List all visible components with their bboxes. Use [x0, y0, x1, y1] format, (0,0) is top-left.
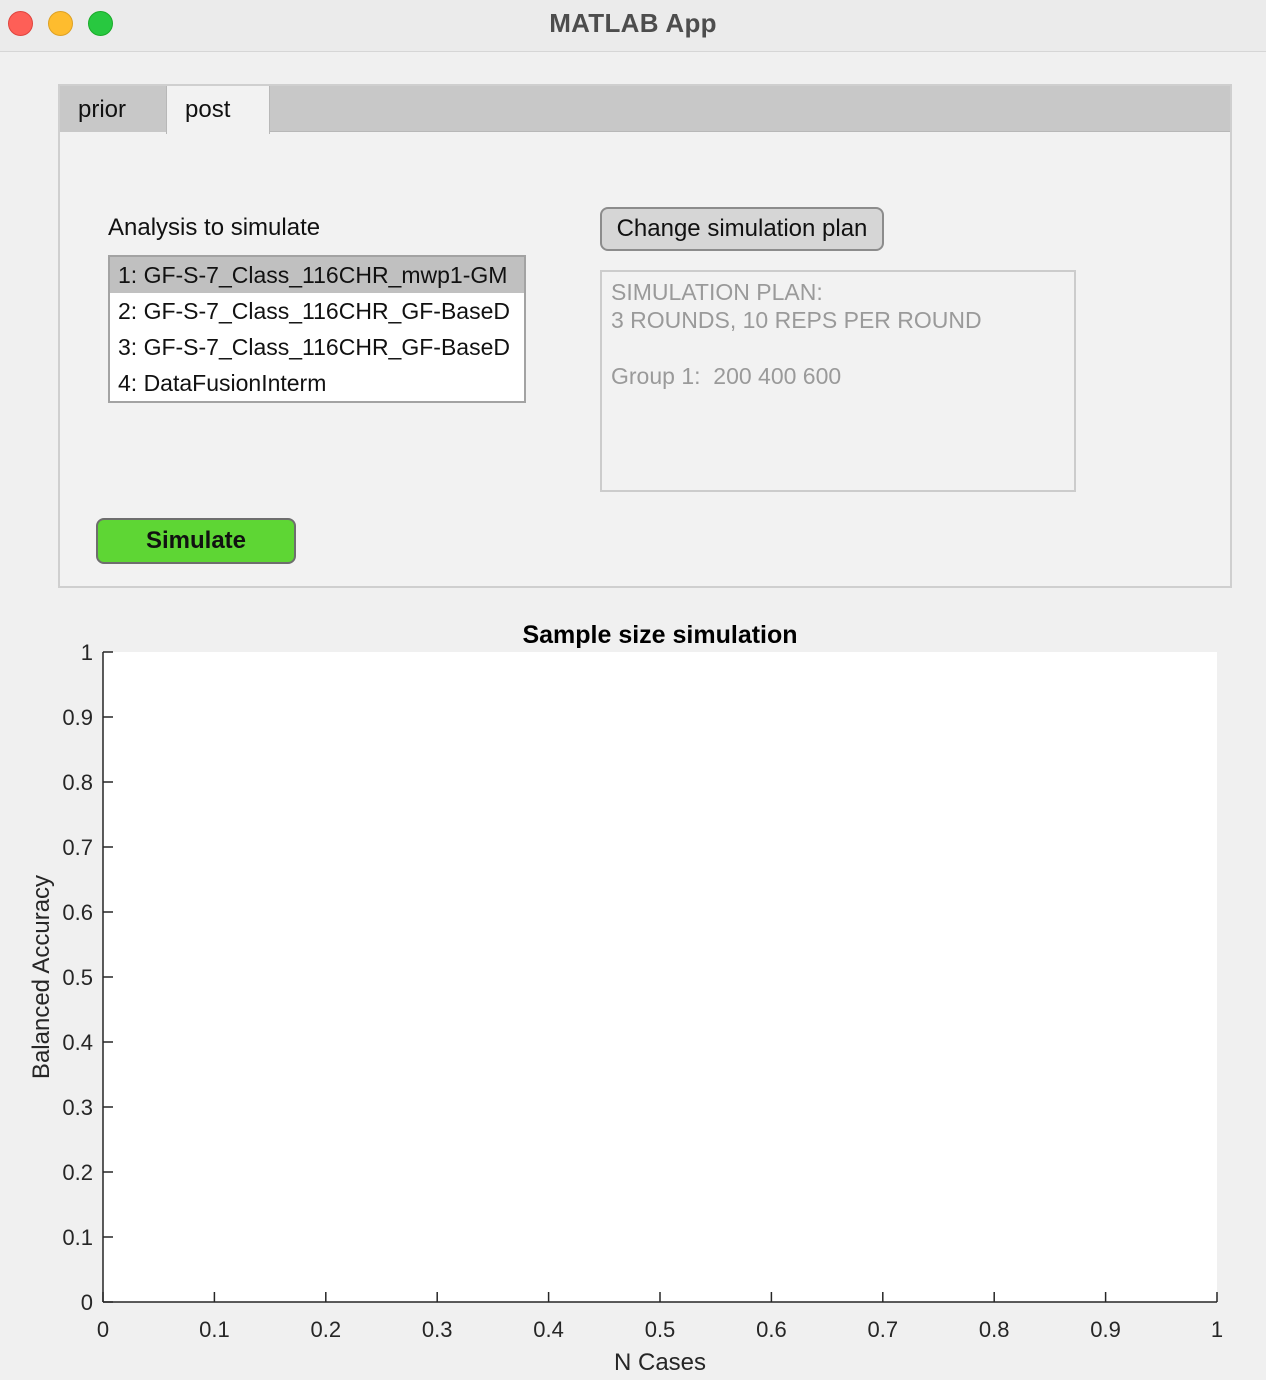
x-tick-label: 0.1	[199, 1317, 230, 1342]
plot-area	[103, 652, 1217, 1302]
y-tick-label: 0.7	[62, 835, 93, 860]
x-tick-label: 1	[1210, 1317, 1224, 1342]
x-tick-label: 0	[96, 1317, 110, 1342]
window-title: MATLAB App	[549, 8, 717, 38]
x-tick-label: 0.5	[644, 1317, 676, 1342]
sample-size-chart	[0, 600, 1266, 1380]
analysis-label: Analysis to simulate	[108, 214, 321, 241]
x-tick-label: 0.2	[310, 1317, 342, 1342]
x-axis-label: N Cases	[613, 1349, 707, 1376]
y-tick-label: 0.9	[62, 705, 93, 730]
x-tick-label: 0.4	[533, 1317, 564, 1342]
x-tick-label: 0.3	[421, 1317, 453, 1342]
y-tick-label: 0.2	[62, 1160, 93, 1185]
change-simulation-plan-button[interactable]: Change simulation plan	[600, 207, 884, 251]
y-tick-label: 0.6	[62, 900, 93, 925]
x-tick-label: 0.6	[756, 1317, 787, 1342]
tab-prior[interactable]: prior	[60, 86, 166, 132]
title-bar	[0, 0, 1266, 52]
y-tick-label: 0.5	[62, 965, 93, 990]
simulation-plan-textarea[interactable]: SIMULATION PLAN: 3 ROUNDS, 10 REPS PER ROUND Group 1: 200 400 600	[600, 270, 1076, 492]
y-tick-label: 0	[80, 1290, 93, 1315]
analysis-listbox[interactable]	[108, 255, 526, 403]
tab-post[interactable]: post	[166, 86, 270, 134]
y-tick-label: 0.4	[62, 1030, 93, 1055]
x-tick-label: 0.8	[978, 1317, 1010, 1342]
simulate-button[interactable]: Simulate	[96, 518, 296, 564]
x-tick-label: 0.7	[867, 1317, 899, 1342]
tab-strip	[60, 86, 1230, 132]
tab-group	[58, 84, 1232, 588]
y-tick-label: 1	[80, 640, 93, 665]
y-tick-label: 0.1	[62, 1225, 93, 1250]
analysis-list-item[interactable]: 2: GF-S-7_Class_116CHR_GF-BaseD	[118, 298, 510, 324]
analysis-list-item[interactable]: 1: GF-S-7_Class_116CHR_mwp1-GM	[110, 257, 524, 293]
y-axis-label: Balanced Accuracy	[28, 874, 55, 1080]
analysis-list-item[interactable]: 3: GF-S-7_Class_116CHR_GF-BaseD	[118, 334, 510, 360]
y-tick-label: 0.3	[62, 1095, 93, 1120]
x-tick-label: 0.9	[1090, 1317, 1121, 1342]
analysis-list-item[interactable]: 4: DataFusionInterm	[118, 370, 327, 396]
chart-title: Sample size simulation	[522, 621, 798, 649]
y-tick-label: 0.8	[62, 770, 93, 795]
